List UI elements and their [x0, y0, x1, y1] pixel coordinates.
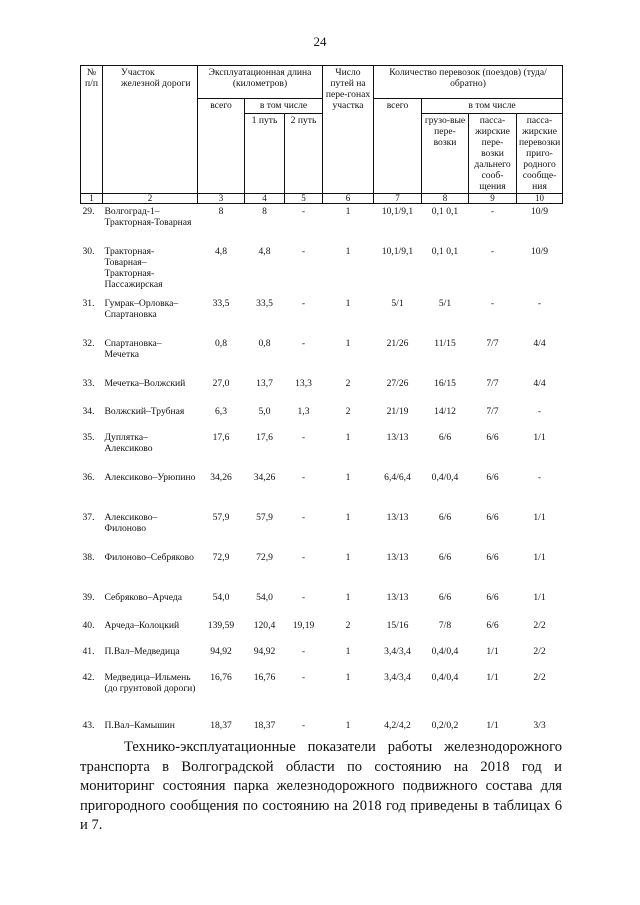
length-total: 18,37	[210, 719, 232, 731]
table-row	[81, 244, 563, 296]
length-total: 72,9	[212, 551, 230, 563]
track-count: 1	[345, 671, 351, 683]
length-track1: 13,7	[256, 377, 273, 389]
track-count: 1	[345, 645, 351, 657]
traffic-freight: 0,4/0,4	[431, 471, 459, 483]
traffic-long: -	[490, 206, 495, 218]
traffic-suburban: 4/4	[533, 337, 546, 349]
page-number: 24	[313, 34, 327, 49]
track-count: 2	[345, 405, 351, 417]
track-count: 2	[345, 377, 351, 389]
header-passenger-suburban: пасса-жирские перевозки приго-родного сообще-ния	[517, 114, 563, 194]
row-number: 38.	[82, 551, 95, 563]
traffic-freight: 6/6	[438, 431, 452, 443]
table-row	[81, 204, 563, 244]
row-number: 40.	[82, 619, 95, 631]
track-count: 1	[345, 511, 351, 523]
length-track1: 17,6	[256, 431, 273, 443]
traffic-total: 21/19	[386, 405, 409, 417]
row-number: 33.	[82, 377, 95, 389]
length-track1: 8	[262, 206, 267, 218]
length-total: 8	[218, 206, 224, 218]
row-number: 39.	[82, 591, 95, 603]
col-number: 9	[469, 194, 517, 204]
header-freight: грузо-вые пере-возки	[422, 114, 469, 194]
traffic-suburban: -	[537, 405, 542, 417]
header-passenger-long: пасса-жирские пере-возки дальнего сооб-щения	[469, 114, 517, 194]
length-track1: 34,26	[253, 471, 276, 483]
track-count: 1	[345, 431, 351, 443]
row-number: 41.	[82, 645, 95, 657]
traffic-suburban: 1/1	[533, 511, 546, 523]
row-number: 34.	[82, 405, 95, 417]
length-total: 6,3	[215, 405, 227, 417]
track-count: 1	[345, 591, 351, 603]
col-number: 8	[422, 194, 469, 204]
section-name: Волгоград-1–Тракторная-Товарная	[104, 206, 192, 229]
section-name: Дуплятка–Алексиково	[104, 431, 153, 454]
header-tracks: Число путей на пере-гонах участка	[323, 66, 374, 194]
length-total: 34,26	[210, 471, 232, 483]
traffic-total: 10,1/9,1	[381, 245, 414, 257]
traffic-freight: 5/1	[438, 297, 452, 309]
header-traffic-including: в том числе	[422, 99, 563, 114]
traffic-freight: 16/15	[434, 377, 456, 389]
length-track2: -	[301, 431, 306, 443]
traffic-suburban: -	[537, 471, 542, 483]
length-track2: -	[301, 511, 306, 523]
table-row	[81, 618, 563, 644]
track-count: 1	[345, 206, 351, 218]
traffic-freight: 14/12	[434, 405, 456, 417]
traffic-long: 6/6	[486, 551, 499, 563]
col-number: 6	[323, 194, 374, 204]
length-track2: 13,3	[295, 377, 312, 389]
length-track1: 4,8	[258, 245, 271, 257]
traffic-long: 6/6	[486, 431, 499, 443]
col-number: 7	[374, 194, 422, 204]
traffic-freight: 0,1 0,1	[431, 245, 459, 257]
header-track1: 1 путь	[245, 114, 285, 194]
row-number: 35.	[82, 431, 95, 443]
traffic-long: 6/6	[486, 619, 499, 631]
table-row	[81, 430, 563, 470]
length-track1: 0,8	[258, 337, 271, 349]
row-number: 37.	[82, 511, 95, 523]
length-total: 4,8	[215, 245, 227, 257]
col-number: 3	[198, 194, 245, 204]
traffic-freight: 6/6	[438, 591, 452, 603]
table-row	[81, 590, 563, 618]
section-name: Волжский–Трубная	[104, 405, 185, 417]
traffic-long: 1/1	[486, 645, 499, 657]
traffic-freight: 6/6	[438, 551, 452, 563]
header-section: Участок железной дороги	[103, 66, 198, 194]
row-number: 29.	[82, 206, 95, 218]
traffic-suburban: 10/9	[530, 206, 549, 218]
length-track1: 72,9	[256, 551, 273, 563]
col-number: 10	[517, 194, 563, 204]
traffic-long: 6/6	[486, 591, 499, 603]
traffic-long: 1/1	[486, 671, 499, 683]
table-row	[81, 376, 563, 404]
table-row	[81, 670, 563, 718]
length-total: 94,92	[210, 645, 232, 657]
length-track1: 94,92	[253, 645, 276, 657]
length-track1: 33,5	[256, 297, 273, 309]
section-name: П.Вал–Камышин	[104, 719, 175, 731]
traffic-freight: 0,4/0,4	[431, 671, 459, 683]
traffic-freight: 0,1 0,1	[431, 206, 459, 218]
traffic-suburban: 2/2	[533, 645, 546, 657]
traffic-long: 6/6	[486, 471, 499, 483]
traffic-total: 3,4/3,4	[384, 645, 411, 657]
traffic-long: -	[490, 245, 495, 257]
length-track2: -	[301, 245, 306, 257]
length-track2: -	[301, 206, 306, 218]
col-number: 5	[285, 194, 323, 204]
length-track2: -	[301, 671, 306, 683]
section-name: Тракторная-Товарная–Тракторная-Пассажирская	[104, 245, 163, 290]
header-traffic-group: Количество перевозок (поездов) (туда/обратно)	[374, 66, 563, 99]
header-length-including: в том числе	[245, 99, 323, 114]
length-total: 33,5	[212, 297, 230, 309]
track-count: 1	[345, 551, 351, 563]
length-track1: 57,9	[256, 511, 273, 523]
length-track2: -	[301, 297, 306, 309]
traffic-suburban: 10/9	[530, 245, 549, 257]
length-track1: 18,37	[253, 719, 276, 731]
length-track2: -	[301, 471, 306, 483]
traffic-long: 6/6	[486, 511, 499, 523]
length-total: 54,0	[212, 591, 230, 603]
table-row	[81, 510, 563, 550]
header-length-total: всего	[198, 99, 245, 194]
table-row	[81, 404, 563, 430]
traffic-total: 13/13	[386, 511, 409, 523]
length-total: 0,8	[215, 337, 227, 349]
track-count: 1	[345, 337, 351, 349]
summary-paragraph: Технико-эксплуатационные показатели работы железнодорожного транспорта в Волгоградской области по состоянию на 2018 год и мониторинг состояния парка железнодорожного подвижного состава для пригородного сообщения по состоянию на 2018 год приведены в таблицах 6 и 7.	[80, 739, 562, 833]
traffic-total: 4,2/4,2	[384, 719, 411, 731]
traffic-total: 10,1/9,1	[381, 206, 414, 218]
length-track1: 5,0	[258, 405, 271, 417]
length-track2: -	[301, 719, 306, 731]
row-number: 30.	[82, 245, 95, 257]
section-name: Себряково–Арчеда	[104, 591, 182, 603]
header-traffic-total: всего	[374, 99, 422, 194]
traffic-total: 15/16	[386, 619, 409, 631]
length-track1: 54,0	[256, 591, 273, 603]
track-count: 1	[345, 245, 351, 257]
section-name: П.Вал–Медведица	[104, 645, 180, 657]
traffic-total: 13/13	[386, 551, 409, 563]
traffic-total: 27/26	[386, 377, 409, 389]
track-count: 1	[345, 297, 351, 309]
traffic-total: 13/13	[386, 431, 409, 443]
length-total: 16,76	[210, 671, 232, 683]
col-number: 1	[81, 194, 103, 204]
section-name: Гумрак–Орловка–Спартановка	[104, 297, 179, 320]
row-number: 36.	[82, 471, 95, 483]
length-total: 27,0	[212, 377, 230, 389]
traffic-suburban: 1/1	[533, 431, 546, 443]
table-row	[81, 644, 563, 670]
row-number: 31.	[82, 297, 95, 309]
traffic-suburban: 4/4	[533, 377, 546, 389]
traffic-suburban: 1/1	[533, 551, 546, 563]
length-track2: -	[301, 591, 306, 603]
traffic-long: 7/7	[486, 405, 499, 417]
row-number: 32.	[82, 337, 95, 349]
track-count: 1	[345, 471, 351, 483]
traffic-long: 7/7	[486, 377, 499, 389]
traffic-suburban: 2/2	[533, 671, 546, 683]
length-track2: -	[301, 337, 306, 349]
col-number: 4	[245, 194, 285, 204]
section-name: Медведица–Ильмень (до грунтовой дороги)	[104, 671, 196, 694]
col-number: 2	[103, 194, 198, 204]
traffic-total: 3,4/3,4	[384, 671, 411, 683]
traffic-long: 7/7	[486, 337, 499, 349]
track-count: 2	[345, 619, 351, 631]
length-track2: -	[301, 645, 306, 657]
section-name: Арчеда–Колоцкий	[104, 619, 180, 631]
section-name: Филоново–Себряково	[104, 551, 194, 563]
length-total: 139,59	[207, 619, 235, 631]
table-row	[81, 550, 563, 590]
section-name: Мечетка–Волжский	[104, 377, 186, 389]
traffic-total: 21/26	[386, 337, 409, 349]
header-length-group: Эксплуатационная длина (километров)	[198, 66, 323, 99]
traffic-suburban: -	[537, 297, 542, 309]
traffic-total: 6,4/6,4	[384, 471, 411, 483]
length-track2: 1,3	[297, 405, 310, 417]
length-track1: 120,4	[253, 619, 276, 631]
row-number: 42.	[82, 671, 95, 683]
traffic-total: 13/13	[386, 591, 409, 603]
table-row	[81, 336, 563, 376]
table-row	[81, 296, 563, 336]
length-track1: 16,76	[253, 671, 276, 683]
traffic-suburban: 2/2	[533, 619, 546, 631]
header-no: № п/п	[81, 66, 103, 194]
section-name: Алексиково–Филоново	[104, 511, 158, 534]
track-count: 1	[345, 719, 351, 731]
railway-sections-table	[80, 65, 563, 746]
traffic-freight: 0,2/0,2	[431, 719, 459, 731]
traffic-total: 5/1	[391, 297, 404, 309]
length-track2: -	[301, 551, 306, 563]
traffic-freight: 0,4/0,4	[431, 645, 459, 657]
traffic-freight: 11/15	[434, 337, 456, 349]
traffic-long: 1/1	[486, 719, 499, 731]
traffic-long: -	[490, 297, 495, 309]
section-name: Спартановка–Мечетка	[104, 337, 162, 360]
table-row	[81, 470, 563, 510]
traffic-suburban: 1/1	[533, 591, 546, 603]
row-number: 43.	[82, 719, 95, 731]
length-total: 17,6	[212, 431, 230, 443]
length-track2: 19,19	[292, 619, 315, 631]
header-track2: 2 путь	[285, 114, 323, 194]
length-total: 57,9	[212, 511, 230, 523]
traffic-suburban: 3/3	[533, 719, 546, 731]
section-name: Алексиково–Урюпино	[104, 471, 196, 483]
traffic-freight: 6/6	[438, 511, 452, 523]
traffic-freight: 7/8	[438, 619, 452, 631]
